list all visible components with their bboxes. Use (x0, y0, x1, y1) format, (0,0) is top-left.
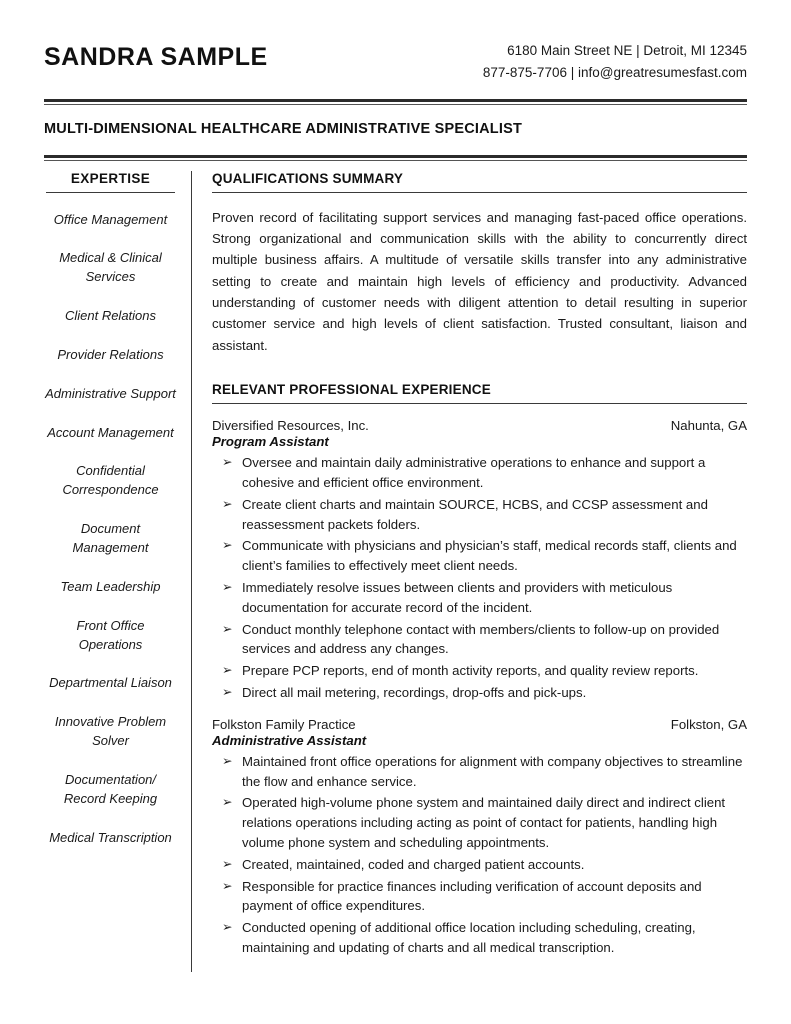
resume-header (44, 38, 747, 95)
job-bullet (212, 793, 747, 852)
expertise-sidebar (44, 171, 192, 972)
experience-entry (212, 418, 747, 703)
arrow-bullet-icon: ➢ (222, 753, 233, 768)
arrow-bullet-icon: ➢ (222, 856, 233, 871)
experience-divider (212, 403, 747, 404)
expertise-item: Administrative Support (45, 385, 176, 401)
contact-block (483, 38, 747, 85)
job-bullet (212, 453, 747, 493)
arrow-bullet-icon: ➢ (222, 496, 233, 511)
job-bullet-text: Responsible for practice finances including verification of account deposits and payment of office expenditures. (242, 878, 702, 914)
job-bullet-text: Communicate with physicians and physician’s staff, medical records staff, clients and client’s families to effectively meet client needs. (242, 538, 737, 574)
arrow-bullet-icon: ➢ (222, 538, 233, 553)
job-location: Folkston, GA (670, 716, 747, 732)
job-bullet-text: Immediately resolve issues between clients and providers with meticulous documentation for accurate record of the incident. (242, 579, 673, 615)
expertise-item: Client Relations (64, 308, 157, 324)
job-bullet-text: Conduct monthly telephone contact with members/clients to follow-up on provided services and address any changes. (242, 621, 720, 657)
expertise-item: Provider Relations (57, 346, 164, 362)
job-location: Nahunta, GA (670, 418, 747, 434)
expertise-item: Account Management (47, 424, 174, 440)
qualifications-summary-text: Proven record of facilitating support services and managing fast-paced office operations. Strong organizational and communication skills with the ability to concurrently direct multiple business affairs. A multitude of versatile skills transfer into any administrative setting to create and maintain high levels of efficiency and productivity. Advanced understanding of customer needs with diligent attention to detail resulting in superior customer service and high levels of client satisfaction. Trusted consultant, liaison and assistant. (212, 209, 747, 353)
experience-entry (212, 717, 747, 958)
job-bullet (212, 855, 747, 875)
expertise-item: Team Leadership (60, 578, 161, 594)
resume-body (44, 171, 747, 972)
expertise-item: Confidential Correspondence (62, 463, 159, 498)
candidate-name: SANDRA SAMPLE (44, 43, 268, 71)
job-bullet-list (212, 752, 747, 958)
arrow-bullet-icon: ➢ (222, 878, 233, 893)
arrow-bullet-icon: ➢ (222, 920, 233, 935)
job-role: Program Assistant (212, 434, 329, 450)
job-bullet (212, 495, 747, 535)
expertise-divider (46, 192, 175, 193)
job-company: Diversified Resources, Inc. (212, 418, 369, 434)
arrow-bullet-icon: ➢ (222, 579, 233, 594)
job-bullet (212, 620, 747, 660)
job-bullet (212, 661, 747, 681)
expertise-item: Document Management (72, 521, 149, 555)
job-bullet (212, 683, 747, 703)
expertise-item: Office Management (53, 211, 168, 227)
job-bullet-text: Created, maintained, coded and charged patient accounts. (242, 856, 585, 872)
section-spacer (212, 356, 747, 382)
job-company: Folkston Family Practice (212, 716, 356, 732)
header-divider-thick (44, 99, 747, 102)
job-header (212, 717, 747, 732)
experience-title: RELEVANT PROFESSIONAL EXPERIENCE (212, 382, 491, 398)
job-bullet (212, 877, 747, 917)
job-bullet-list (212, 453, 747, 703)
job-header (212, 418, 747, 433)
arrow-bullet-icon: ➢ (222, 663, 233, 678)
job-bullet-text: Conducted opening of additional office location including scheduling, creating, maintaining and updating of charts and all medical transcription. (242, 920, 696, 955)
job-bullet (212, 752, 747, 792)
qualifications-summary-title: QUALIFICATIONS SUMMARY (212, 170, 404, 186)
expertise-item: Medical & Clinical Services (59, 250, 162, 285)
contact-phone-email: 877-875-7706 | info@greatresumesfast.com (482, 65, 747, 81)
job-bullet-text: Oversee and maintain daily administrative operations to enhance and support a cohesive and efficient office environment. (242, 455, 706, 490)
headline-divider-thick (44, 155, 747, 158)
arrow-bullet-icon: ➢ (222, 684, 233, 699)
arrow-bullet-icon: ➢ (222, 621, 233, 636)
expertise-item: Medical Transcription (49, 829, 172, 845)
contact-address: 6180 Main Street NE | Detroit, MI 12345 (507, 43, 747, 58)
job-bullet (212, 536, 747, 576)
professional-headline: MULTI-DIMENSIONAL HEALTHCARE ADMINISTRATIVE SPECIALIST (44, 120, 523, 137)
job-bullet-text: Maintained front office operations for alignment with company objectives to streamline the flow and enhance service. (242, 753, 743, 789)
expertise-item: Departmental Liaison (49, 675, 172, 691)
job-bullet (212, 918, 747, 958)
arrow-bullet-icon: ➢ (222, 795, 233, 810)
main-content (192, 171, 747, 972)
job-bullet-text: Create client charts and maintain SOURCE, HCBS, and CCSP assessment and reassessment packets folders. (242, 496, 708, 532)
job-bullet-text: Prepare PCP reports, end of month activity reports, and quality review reports. (242, 663, 699, 679)
expertise-item: Documentation/ Record Keeping (63, 771, 158, 806)
headline-divider-thin (44, 160, 747, 161)
expertise-item: Innovative Problem Solver (54, 714, 167, 749)
job-bullet (212, 578, 747, 618)
expertise-item: Front Office Operations (76, 617, 145, 652)
qualifications-summary-divider (212, 192, 747, 193)
expertise-title: EXPERTISE (70, 170, 151, 186)
arrow-bullet-icon: ➢ (222, 455, 233, 470)
job-bullet-text: Operated high-volume phone system and maintained daily direct and indirect client relations operations including acting as point of contact for patients, handling high volume phone system and scheduling appointments. (242, 795, 726, 850)
job-role: Administrative Assistant (212, 732, 367, 748)
job-bullet-text: Direct all mail metering, recordings, drop-offs and pick-ups. (242, 684, 587, 700)
